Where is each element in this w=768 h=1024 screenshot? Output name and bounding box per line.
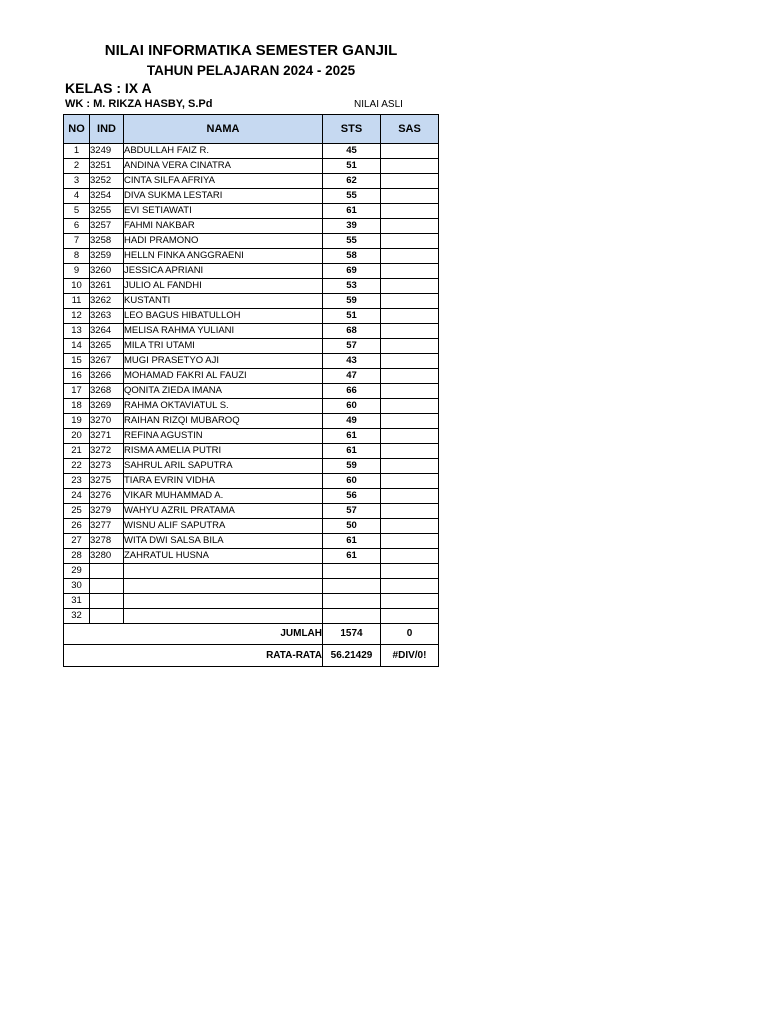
cell-sts: 55: [323, 189, 381, 204]
cell-ind: 3269: [90, 399, 124, 414]
cell-nama: HELLN FINKA ANGGRAENI: [124, 249, 323, 264]
cell-ind: 3270: [90, 414, 124, 429]
table-row: [64, 204, 439, 219]
cell-sas: [381, 264, 439, 279]
cell-sas: [381, 384, 439, 399]
cell-sas: [381, 459, 439, 474]
cell-ind: 3277: [90, 519, 124, 534]
jumlah-label: JUMLAH: [64, 624, 323, 645]
cell-no: 9: [64, 264, 90, 279]
cell-sas: [381, 309, 439, 324]
cell-ind: [90, 609, 124, 624]
table-row: [64, 549, 439, 564]
table-row: [64, 474, 439, 489]
table-row: [64, 489, 439, 504]
cell-sas: [381, 369, 439, 384]
cell-ind: 3251: [90, 159, 124, 174]
cell-sts: [323, 594, 381, 609]
cell-sas: [381, 189, 439, 204]
table-row: [64, 504, 439, 519]
cell-nama: MUGI PRASETYO AJI: [124, 354, 323, 369]
column-header-ind: IND: [90, 115, 124, 144]
nilai-asli-label: NILAI ASLI: [354, 99, 403, 110]
cell-sts: [323, 564, 381, 579]
cell-nama: JULIO AL FANDHI: [124, 279, 323, 294]
cell-sas: [381, 294, 439, 309]
cell-sas: [381, 279, 439, 294]
cell-no: 13: [64, 324, 90, 339]
cell-sts: 61: [323, 444, 381, 459]
table-row: [64, 609, 439, 624]
cell-sas: [381, 399, 439, 414]
table-row: [64, 354, 439, 369]
table-row: [64, 234, 439, 249]
cell-ind: 3255: [90, 204, 124, 219]
cell-no: 23: [64, 474, 90, 489]
cell-nama: JESSICA APRIANI: [124, 264, 323, 279]
table-row: [64, 219, 439, 234]
cell-nama: RAHMA OKTAVIATUL S.: [124, 399, 323, 414]
cell-sts: 57: [323, 339, 381, 354]
cell-nama: HADI PRAMONO: [124, 234, 323, 249]
cell-ind: 3266: [90, 369, 124, 384]
table-row: [64, 174, 439, 189]
cell-sts: 61: [323, 204, 381, 219]
table-row: [64, 249, 439, 264]
cell-nama: QONITA ZIEDA IMANA: [124, 384, 323, 399]
cell-no: 32: [64, 609, 90, 624]
cell-ind: 3267: [90, 354, 124, 369]
table-row: [64, 189, 439, 204]
cell-ind: 3264: [90, 324, 124, 339]
cell-sas: [381, 159, 439, 174]
cell-ind: 3279: [90, 504, 124, 519]
cell-sas: [381, 339, 439, 354]
cell-sas: [381, 579, 439, 594]
cell-ind: 3258: [90, 234, 124, 249]
page-subtitle: TAHUN PELAJARAN 2024 - 2025: [146, 63, 356, 78]
cell-ind: 3261: [90, 279, 124, 294]
cell-ind: 3259: [90, 249, 124, 264]
cell-no: 25: [64, 504, 90, 519]
cell-no: 28: [64, 549, 90, 564]
cell-ind: 3257: [90, 219, 124, 234]
cell-no: 5: [64, 204, 90, 219]
cell-no: 17: [64, 384, 90, 399]
cell-ind: 3254: [90, 189, 124, 204]
cell-nama: VIKAR MUHAMMAD A.: [124, 489, 323, 504]
cell-sts: 68: [323, 324, 381, 339]
cell-no: 24: [64, 489, 90, 504]
cell-no: 7: [64, 234, 90, 249]
cell-no: 12: [64, 309, 90, 324]
cell-sts: 56: [323, 489, 381, 504]
cell-sts: 58: [323, 249, 381, 264]
table-row: [64, 159, 439, 174]
cell-nama: LEO BAGUS HIBATULLOH: [124, 309, 323, 324]
cell-sas: [381, 234, 439, 249]
cell-sas: [381, 564, 439, 579]
class-label: KELAS : IX A: [65, 80, 152, 96]
table-row: [64, 534, 439, 549]
cell-no: 22: [64, 459, 90, 474]
table-row: [64, 459, 439, 474]
cell-sas: [381, 249, 439, 264]
cell-ind: 3271: [90, 429, 124, 444]
cell-sas: [381, 324, 439, 339]
cell-nama: EVI SETIAWATI: [124, 204, 323, 219]
cell-sas: [381, 429, 439, 444]
cell-sts: 60: [323, 399, 381, 414]
cell-no: 11: [64, 294, 90, 309]
cell-sas: [381, 219, 439, 234]
column-header-sas: SAS: [381, 115, 439, 144]
cell-no: 6: [64, 219, 90, 234]
cell-nama: RISMA AMELIA PUTRI: [124, 444, 323, 459]
cell-sts: 60: [323, 474, 381, 489]
cell-no: 8: [64, 249, 90, 264]
table-row: [64, 339, 439, 354]
cell-no: 14: [64, 339, 90, 354]
cell-ind: 3275: [90, 474, 124, 489]
cell-no: 19: [64, 414, 90, 429]
table-body: [64, 144, 439, 624]
cell-ind: 3280: [90, 549, 124, 564]
column-header-no: NO: [64, 115, 90, 144]
cell-nama: RAIHAN RIZQI MUBAROQ: [124, 414, 323, 429]
cell-no: 16: [64, 369, 90, 384]
table-row: [64, 594, 439, 609]
cell-sts: 51: [323, 309, 381, 324]
grades-table: [63, 114, 439, 667]
cell-sts: 57: [323, 504, 381, 519]
cell-no: 26: [64, 519, 90, 534]
cell-sts: 61: [323, 534, 381, 549]
cell-ind: 3252: [90, 174, 124, 189]
cell-nama: ZAHRATUL HUSNA: [124, 549, 323, 564]
cell-no: 18: [64, 399, 90, 414]
cell-no: 2: [64, 159, 90, 174]
cell-ind: 3262: [90, 294, 124, 309]
rata-rata-sts: 56.21429: [323, 645, 381, 667]
cell-sas: [381, 489, 439, 504]
cell-sas: [381, 474, 439, 489]
table-row: [64, 414, 439, 429]
cell-nama: MELISA RAHMA YULIANI: [124, 324, 323, 339]
cell-sas: [381, 519, 439, 534]
cell-sts: 61: [323, 429, 381, 444]
table-row: [64, 324, 439, 339]
cell-no: 3: [64, 174, 90, 189]
cell-no: 31: [64, 594, 90, 609]
cell-no: 20: [64, 429, 90, 444]
cell-sts: 62: [323, 174, 381, 189]
cell-nama: ABDULLAH FAIZ R.: [124, 144, 323, 159]
cell-sas: [381, 504, 439, 519]
cell-no: 1: [64, 144, 90, 159]
cell-ind: 3272: [90, 444, 124, 459]
cell-nama: REFINA AGUSTIN: [124, 429, 323, 444]
jumlah-sts: 1574: [323, 624, 381, 645]
cell-nama: ANDINA VERA CINATRA: [124, 159, 323, 174]
cell-nama: CINTA SILFA AFRIYA: [124, 174, 323, 189]
table-row: [64, 384, 439, 399]
cell-sas: [381, 354, 439, 369]
cell-sas: [381, 549, 439, 564]
cell-sts: 47: [323, 369, 381, 384]
cell-sas: [381, 144, 439, 159]
table-row: [64, 264, 439, 279]
cell-ind: 3268: [90, 384, 124, 399]
cell-sts: [323, 609, 381, 624]
cell-sts: 51: [323, 159, 381, 174]
cell-sts: 49: [323, 414, 381, 429]
cell-nama: TIARA EVRIN VIDHA: [124, 474, 323, 489]
cell-sas: [381, 204, 439, 219]
cell-nama: DIVA SUKMA LESTARI: [124, 189, 323, 204]
cell-ind: [90, 564, 124, 579]
cell-no: 27: [64, 534, 90, 549]
cell-no: 29: [64, 564, 90, 579]
page-title: NILAI INFORMATIKA SEMESTER GANJIL: [104, 42, 398, 59]
cell-sas: [381, 174, 439, 189]
cell-no: 15: [64, 354, 90, 369]
rata-rata-label: RATA-RATA: [64, 645, 323, 667]
table-row: [64, 294, 439, 309]
table-row: [64, 429, 439, 444]
cell-nama: WAHYU AZRIL PRATAMA: [124, 504, 323, 519]
cell-sas: [381, 594, 439, 609]
cell-sas: [381, 444, 439, 459]
cell-ind: 3265: [90, 339, 124, 354]
cell-sts: 66: [323, 384, 381, 399]
cell-sts: 43: [323, 354, 381, 369]
cell-nama: SAHRUL ARIL SAPUTRA: [124, 459, 323, 474]
table-row: [64, 309, 439, 324]
cell-sts: 39: [323, 219, 381, 234]
cell-nama: [124, 594, 323, 609]
cell-sts: 61: [323, 549, 381, 564]
cell-no: 21: [64, 444, 90, 459]
table-row: [64, 369, 439, 384]
cell-ind: 3260: [90, 264, 124, 279]
cell-sts: 45: [323, 144, 381, 159]
homeroom-teacher-label: WK : M. RIKZA HASBY, S.Pd: [65, 98, 213, 110]
cell-nama: WITA DWI SALSA BILA: [124, 534, 323, 549]
cell-sas: [381, 414, 439, 429]
cell-sts: 50: [323, 519, 381, 534]
cell-sts: 59: [323, 294, 381, 309]
cell-sts: 69: [323, 264, 381, 279]
table-row: [64, 279, 439, 294]
cell-nama: FAHMI NAKBAR: [124, 219, 323, 234]
cell-nama: MOHAMAD FAKRI AL FAUZI: [124, 369, 323, 384]
cell-nama: [124, 579, 323, 594]
cell-ind: [90, 594, 124, 609]
jumlah-row: [64, 624, 439, 645]
cell-ind: 3273: [90, 459, 124, 474]
cell-sts: 53: [323, 279, 381, 294]
table-row: [64, 519, 439, 534]
cell-ind: 3276: [90, 489, 124, 504]
cell-no: 4: [64, 189, 90, 204]
column-header-sts: STS: [323, 115, 381, 144]
cell-ind: 3263: [90, 309, 124, 324]
column-header-nama: NAMA: [124, 115, 323, 144]
cell-nama: [124, 564, 323, 579]
cell-nama: [124, 609, 323, 624]
table-row: [64, 564, 439, 579]
table-row: [64, 444, 439, 459]
jumlah-sas: 0: [381, 624, 439, 645]
rata-rata-row: [64, 645, 439, 667]
cell-nama: MILA TRI UTAMI: [124, 339, 323, 354]
cell-no: 10: [64, 279, 90, 294]
rata-rata-sas: #DIV/0!: [381, 645, 439, 667]
cell-ind: [90, 579, 124, 594]
cell-ind: 3278: [90, 534, 124, 549]
cell-nama: WISNU ALIF SAPUTRA: [124, 519, 323, 534]
cell-sas: [381, 534, 439, 549]
cell-ind: 3249: [90, 144, 124, 159]
table-row: [64, 144, 439, 159]
cell-sts: [323, 579, 381, 594]
table-row: [64, 399, 439, 414]
cell-sas: [381, 609, 439, 624]
cell-nama: KUSTANTI: [124, 294, 323, 309]
cell-sts: 55: [323, 234, 381, 249]
cell-no: 30: [64, 579, 90, 594]
table-row: [64, 579, 439, 594]
cell-sts: 59: [323, 459, 381, 474]
table-header-row: [64, 115, 439, 144]
